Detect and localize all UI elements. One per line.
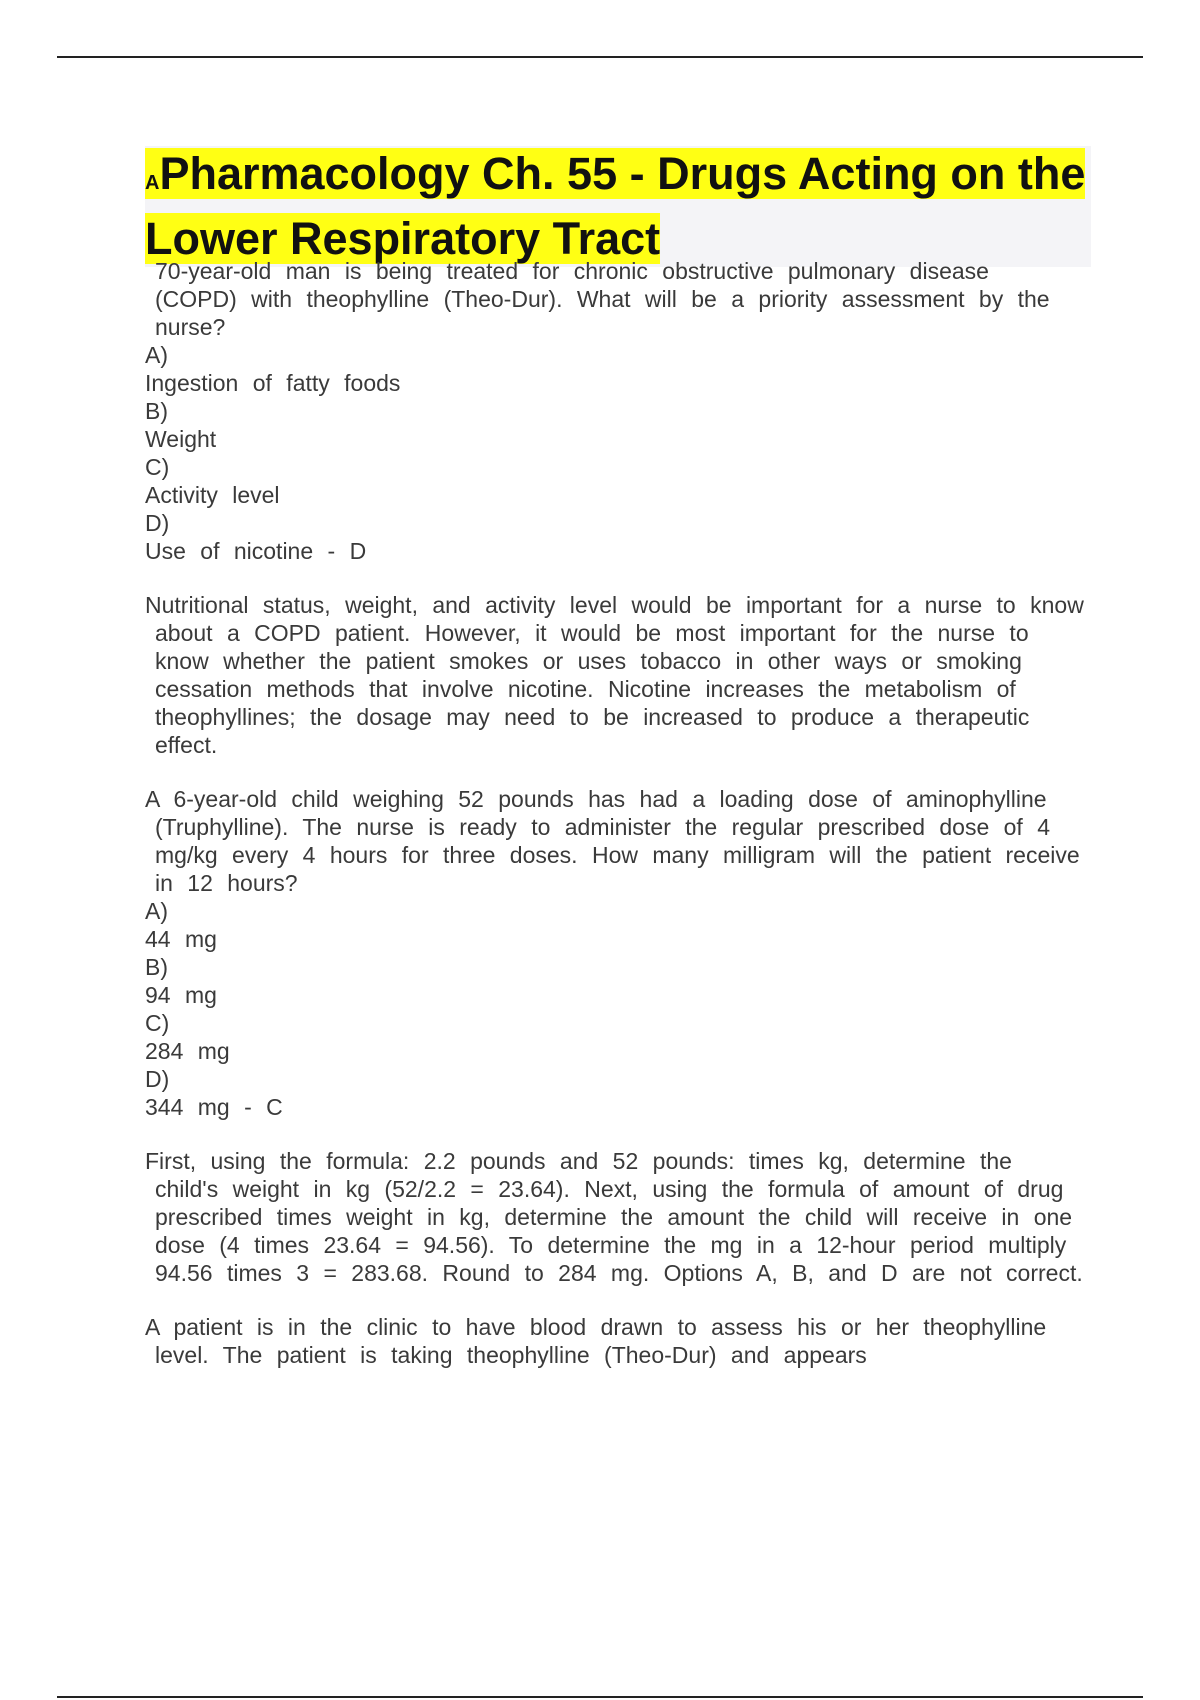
q2-option-d-letter: D) (145, 1066, 170, 1092)
q1-option-b-text: Weight (145, 426, 217, 452)
q2-option-a-text: 44 mg (145, 926, 217, 952)
spacer (145, 759, 1085, 785)
question-3-stem: A patient is in the clinic to have blood drawn to assess his or her theophylline level. The patient is taking theophylline (Theo-Dur) and appears (145, 1314, 1047, 1368)
q2-option-d-answer: 344 mg - C (145, 1094, 283, 1120)
q1-option-a-text: Ingestion of fatty foods (145, 370, 401, 396)
question-1-rationale: Nutritional status, weight, and activity level would be important for a nurse to know about a COPD patient. However, it would be most important for the nurse to know whether the patient smokes or uses tobacco in other ways or smoking cessation methods that involve nicotine. Nicotine increases the metabolism of theophyllines; the dosage may need to be increased to produce a therapeutic effect. (145, 592, 1084, 758)
q2-option-b-letter: B) (145, 954, 168, 980)
page-title (145, 146, 1091, 267)
spacer (145, 565, 1085, 591)
q1-option-d-answer: Use of nicotine - D (145, 538, 367, 564)
q2-option-b-text: 94 mg (145, 982, 217, 1008)
question-2-stem: A 6-year-old child weighing 52 pounds has had a loading dose of aminophylline (Truphylline). The nurse is ready to administer the regular prescribed dose of 4 mg/kg every 4 hours for three doses. How many milligram will the patient receive in 12 hours? (145, 786, 1080, 896)
q1-option-b-letter: B) (145, 398, 168, 424)
q2-option-c-text: 284 mg (145, 1038, 230, 1064)
question-2-rationale: First, using the formula: 2.2 pounds and 52 pounds: times kg, determine the child's weight in kg (52/2.2 = 23.64). Next, using the formula of amount of drug prescribed times weight in kg, determine the amount the child will receive in one dose (4 times 23.64 = 94.56). To determine the mg in a 12-hour period multiply 94.56 times 3 = 283.68. Round to 284 mg. Options A, B, and D are not correct. (145, 1148, 1083, 1286)
q2-option-c-letter: C) (145, 1010, 170, 1036)
q1-option-d-letter: D) (145, 510, 170, 536)
title-text: Pharmacology Ch. 55 - Drugs Acting on the Lower Respiratory Tract (145, 148, 1086, 264)
q1-option-c-text: Activity level (145, 482, 280, 508)
title-block (145, 146, 1091, 267)
spacer (145, 1121, 1085, 1147)
q1-option-c-letter: C) (145, 454, 170, 480)
top-divider (57, 56, 1143, 58)
title-marker: A (145, 172, 160, 194)
document-body (145, 257, 1085, 1369)
q2-option-a-letter: A) (145, 898, 168, 924)
question-1-stem: 70-year-old man is being treated for chronic obstructive pulmonary disease (COPD) with theophylline (Theo-Dur). What will be a priority assessment by the nurse? (155, 258, 1050, 340)
q1-option-a-letter: A) (145, 342, 168, 368)
spacer (145, 1287, 1085, 1313)
bottom-divider (57, 1696, 1143, 1698)
